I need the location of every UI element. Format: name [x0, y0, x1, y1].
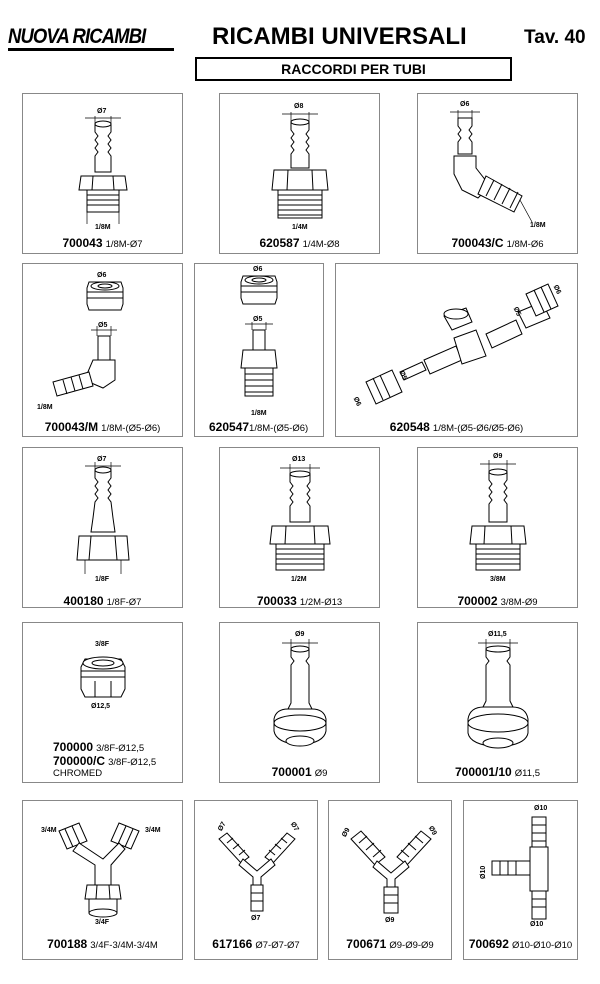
product-caption — [23, 938, 182, 952]
product-caption — [220, 595, 379, 609]
product-code: 620548 — [389, 420, 430, 434]
product-spec: 1/4M-Ø8 — [302, 239, 340, 250]
dimension-label: 1/8M — [37, 404, 53, 411]
product-panel-617166 — [194, 800, 318, 960]
dimension-label: Ø7 — [97, 456, 107, 463]
product-panel-700671 — [328, 800, 452, 960]
product-caption — [336, 421, 577, 435]
product-spec: 1/8F-Ø7 — [106, 597, 142, 608]
product-caption — [329, 938, 451, 952]
product-panel-620587 — [219, 93, 380, 254]
banjo-hose-fitting-drawing — [418, 623, 579, 784]
dimension-label: Ø9 — [493, 453, 503, 460]
banjo-hose-fitting-drawing — [220, 623, 381, 784]
dimension-label: Ø13 — [292, 456, 306, 463]
dimension-label: Ø10 — [480, 865, 487, 879]
female-hose-fitting-drawing — [23, 448, 184, 609]
dimension-label: 3/4M — [145, 827, 161, 834]
product-code: 700043/M — [44, 420, 99, 434]
dimension-label: Ø7 — [251, 915, 261, 922]
dimension-label: Ø10 — [530, 921, 544, 928]
product-caption — [220, 237, 379, 251]
product-caption — [418, 766, 577, 780]
product-code: 700043/C — [451, 236, 504, 250]
product-spec: 1/8M-Ø7 — [105, 239, 143, 250]
dimension-label: 3/4M — [41, 827, 57, 834]
product-panel-620547 — [194, 263, 324, 437]
dimension-label: Ø5 — [98, 322, 108, 329]
dimension-label: Ø10 — [534, 805, 548, 812]
dimension-label: Ø5 — [397, 370, 408, 382]
product-panel-700043c — [417, 93, 578, 254]
product-code: 700188 — [47, 937, 88, 951]
dimension-label: Ø5 — [511, 306, 522, 318]
dimension-label: Ø9 — [341, 826, 352, 839]
brand-name: NUOVA RICAMBI — [8, 25, 146, 48]
product-panel-700001-10 — [417, 622, 578, 783]
dimension-label: 1/2M — [291, 576, 307, 583]
product-caption — [23, 595, 182, 609]
product-panel-700043 — [22, 93, 183, 254]
product-spec: 1/8M-(Ø5-Ø6) — [101, 423, 161, 434]
product-caption — [220, 766, 379, 780]
page-title: RICAMBI UNIVERSALI — [212, 23, 467, 50]
product-spec: Ø10-Ø10-Ø10 — [511, 940, 573, 951]
straight-hose-fitting-drawing — [418, 448, 579, 609]
product-spec: 1/2M-Ø13 — [299, 597, 343, 608]
product-panel-700000 — [22, 622, 183, 783]
product-panel-700692 — [463, 800, 578, 960]
dimension-label: 3/8F — [95, 641, 110, 648]
dimension-label: 3/8M — [490, 576, 506, 583]
product-code: 620547 — [209, 420, 250, 434]
straight-hose-fitting-drawing — [220, 448, 381, 609]
product-code: 700000/C — [53, 754, 106, 768]
product-panel-700001 — [219, 622, 380, 783]
dimension-label: Ø8 — [294, 103, 304, 110]
product-caption — [418, 237, 577, 251]
product-note: CHROMED — [53, 768, 103, 779]
dimension-label: Ø11,5 — [488, 631, 507, 638]
dimension-label: Ø6 — [253, 266, 263, 273]
product-spec: 1/8M-Ø6 — [506, 239, 544, 250]
product-code: 700001 — [271, 765, 312, 779]
elbow-hose-fitting-drawing — [418, 94, 579, 255]
dimension-label: Ø9 — [295, 631, 305, 638]
product-code: 400180 — [63, 594, 104, 608]
dimension-label: 1/8M — [95, 224, 111, 231]
product-caption — [209, 421, 308, 435]
product-panel-700043m — [22, 263, 183, 437]
dimension-label: Ø6 — [351, 396, 362, 408]
product-spec: 3/4F-3/4M-3/4M — [90, 940, 158, 951]
product-panel-700033 — [219, 447, 380, 608]
dimension-label: Ø12,5 — [91, 703, 111, 710]
product-panel-700002 — [417, 447, 578, 608]
product-spec: 1/8M-(Ø5-Ø6) — [249, 423, 309, 434]
product-spec: 1/8M-(Ø5-Ø6/Ø5-Ø6) — [432, 423, 524, 434]
product-panel-620548 — [335, 263, 578, 437]
product-spec: 3/8M-Ø9 — [500, 597, 538, 608]
dimension-label: Ø7 — [217, 820, 228, 833]
product-code: 700033 — [256, 594, 297, 608]
dimension-label: Ø9 — [385, 917, 395, 924]
dimension-label: Ø9 — [426, 825, 438, 837]
dimension-label: 1/8F — [95, 576, 110, 583]
product-caption — [418, 595, 577, 609]
product-spec: 3/8F-Ø12,5 — [96, 743, 145, 754]
product-panel-400180 — [22, 447, 183, 608]
brand-logo — [8, 26, 176, 52]
product-caption — [53, 741, 144, 755]
product-caption — [195, 938, 317, 952]
brand-underline — [8, 48, 174, 51]
product-code: 700002 — [457, 594, 498, 608]
product-code: 700692 — [468, 937, 509, 951]
product-caption — [23, 237, 182, 251]
product-code: 700000 — [53, 740, 94, 754]
dimension-label: Ø7 — [97, 108, 107, 115]
product-caption — [23, 421, 182, 435]
product-panel-700188 — [22, 800, 183, 960]
product-code: 620587 — [259, 236, 300, 250]
product-spec: Ø7-Ø7-Ø7 — [255, 940, 300, 951]
table-reference: Tav. 40 — [524, 27, 586, 48]
dimension-label: Ø6 — [551, 284, 562, 296]
dimension-label: 1/8M — [530, 222, 546, 229]
dimension-label: Ø6 — [460, 101, 470, 108]
section-subtitle: RACCORDI PER TUBI — [195, 57, 512, 81]
product-code: 700043 — [62, 236, 103, 250]
dimension-label: Ø7 — [288, 821, 300, 833]
product-spec: Ø11,5 — [514, 768, 540, 779]
product-code: 700001/10 — [455, 765, 512, 779]
product-spec: Ø9-Ø9-Ø9 — [389, 940, 434, 951]
dimension-label: Ø5 — [253, 316, 263, 323]
product-spec: Ø9 — [314, 768, 328, 779]
product-code: 700671 — [346, 937, 387, 951]
dimension-label: 3/4F — [95, 919, 110, 926]
product-caption — [464, 938, 577, 952]
product-code: 617166 — [212, 937, 253, 951]
dimension-label: 1/8M — [251, 410, 267, 417]
dimension-label: 1/4M — [292, 224, 308, 231]
product-spec: 3/8F-Ø12,5 — [108, 757, 157, 768]
tee-with-nuts-drawing — [336, 264, 579, 438]
dimension-label: Ø6 — [97, 272, 107, 279]
